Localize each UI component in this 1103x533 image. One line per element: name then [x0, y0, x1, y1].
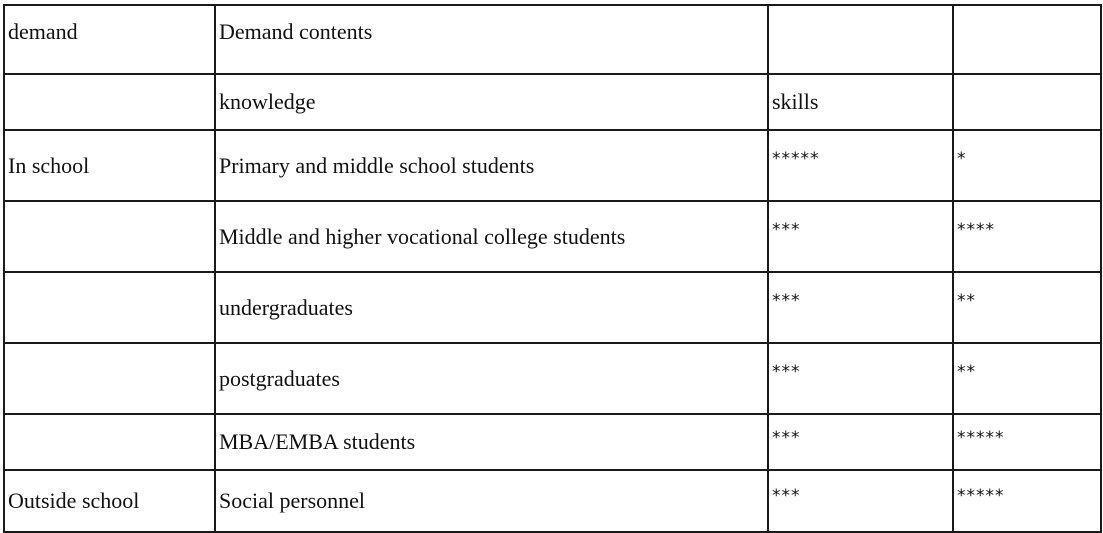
row-skills-rating — [953, 201, 1101, 272]
row-knowledge-rating — [768, 414, 953, 470]
subheader-skills: skills — [768, 74, 953, 130]
row-knowledge-rating — [768, 272, 953, 343]
table-header-row — [4, 5, 1101, 74]
row-skills-rating — [953, 272, 1101, 343]
table-body — [4, 5, 1101, 532]
row-category — [4, 272, 215, 343]
header-demand-contents: Demand contents — [215, 5, 768, 74]
row-group: postgraduates — [215, 343, 768, 414]
table-row — [4, 470, 1101, 532]
skills-stars: ***** — [957, 428, 1005, 448]
skills-stars: * — [957, 149, 967, 169]
row-skills-rating — [953, 470, 1101, 532]
skills-stars: ** — [957, 362, 976, 382]
header-demand: demand — [4, 5, 215, 74]
knowledge-stars: *** — [772, 362, 801, 382]
row-category — [4, 201, 215, 272]
row-category: Outside school — [4, 470, 215, 532]
knowledge-stars: *** — [772, 428, 801, 448]
row-category — [4, 343, 215, 414]
row-group: MBA/EMBA students — [215, 414, 768, 470]
table-subheader-row — [4, 74, 1101, 130]
knowledge-stars: *** — [772, 291, 801, 311]
table-row — [4, 343, 1101, 414]
row-skills-rating — [953, 414, 1101, 470]
row-knowledge-rating — [768, 470, 953, 532]
row-knowledge-rating — [768, 201, 953, 272]
row-group: Primary and middle school students — [215, 130, 768, 201]
row-category — [4, 414, 215, 470]
subheader-knowledge: knowledge — [215, 74, 768, 130]
subheader-empty-col4 — [953, 74, 1101, 130]
row-group: Social personnel — [215, 470, 768, 532]
table-row — [4, 414, 1101, 470]
knowledge-stars: ***** — [772, 149, 820, 169]
row-skills-rating — [953, 130, 1101, 201]
knowledge-stars: *** — [772, 486, 801, 506]
row-knowledge-rating — [768, 343, 953, 414]
row-group: undergraduates — [215, 272, 768, 343]
header-empty-col3 — [768, 5, 953, 74]
subheader-empty-col1 — [4, 74, 215, 130]
demand-contents-table — [3, 4, 1102, 533]
skills-stars: **** — [957, 220, 995, 240]
row-skills-rating — [953, 343, 1101, 414]
table-row — [4, 272, 1101, 343]
row-category: In school — [4, 130, 215, 201]
row-knowledge-rating — [768, 130, 953, 201]
skills-stars: ** — [957, 291, 976, 311]
table-row — [4, 130, 1101, 201]
knowledge-stars: *** — [772, 220, 801, 240]
header-empty-col4 — [953, 5, 1101, 74]
table-row — [4, 201, 1101, 272]
skills-stars: ***** — [957, 486, 1005, 506]
row-group: Middle and higher vocational college students — [215, 201, 768, 272]
